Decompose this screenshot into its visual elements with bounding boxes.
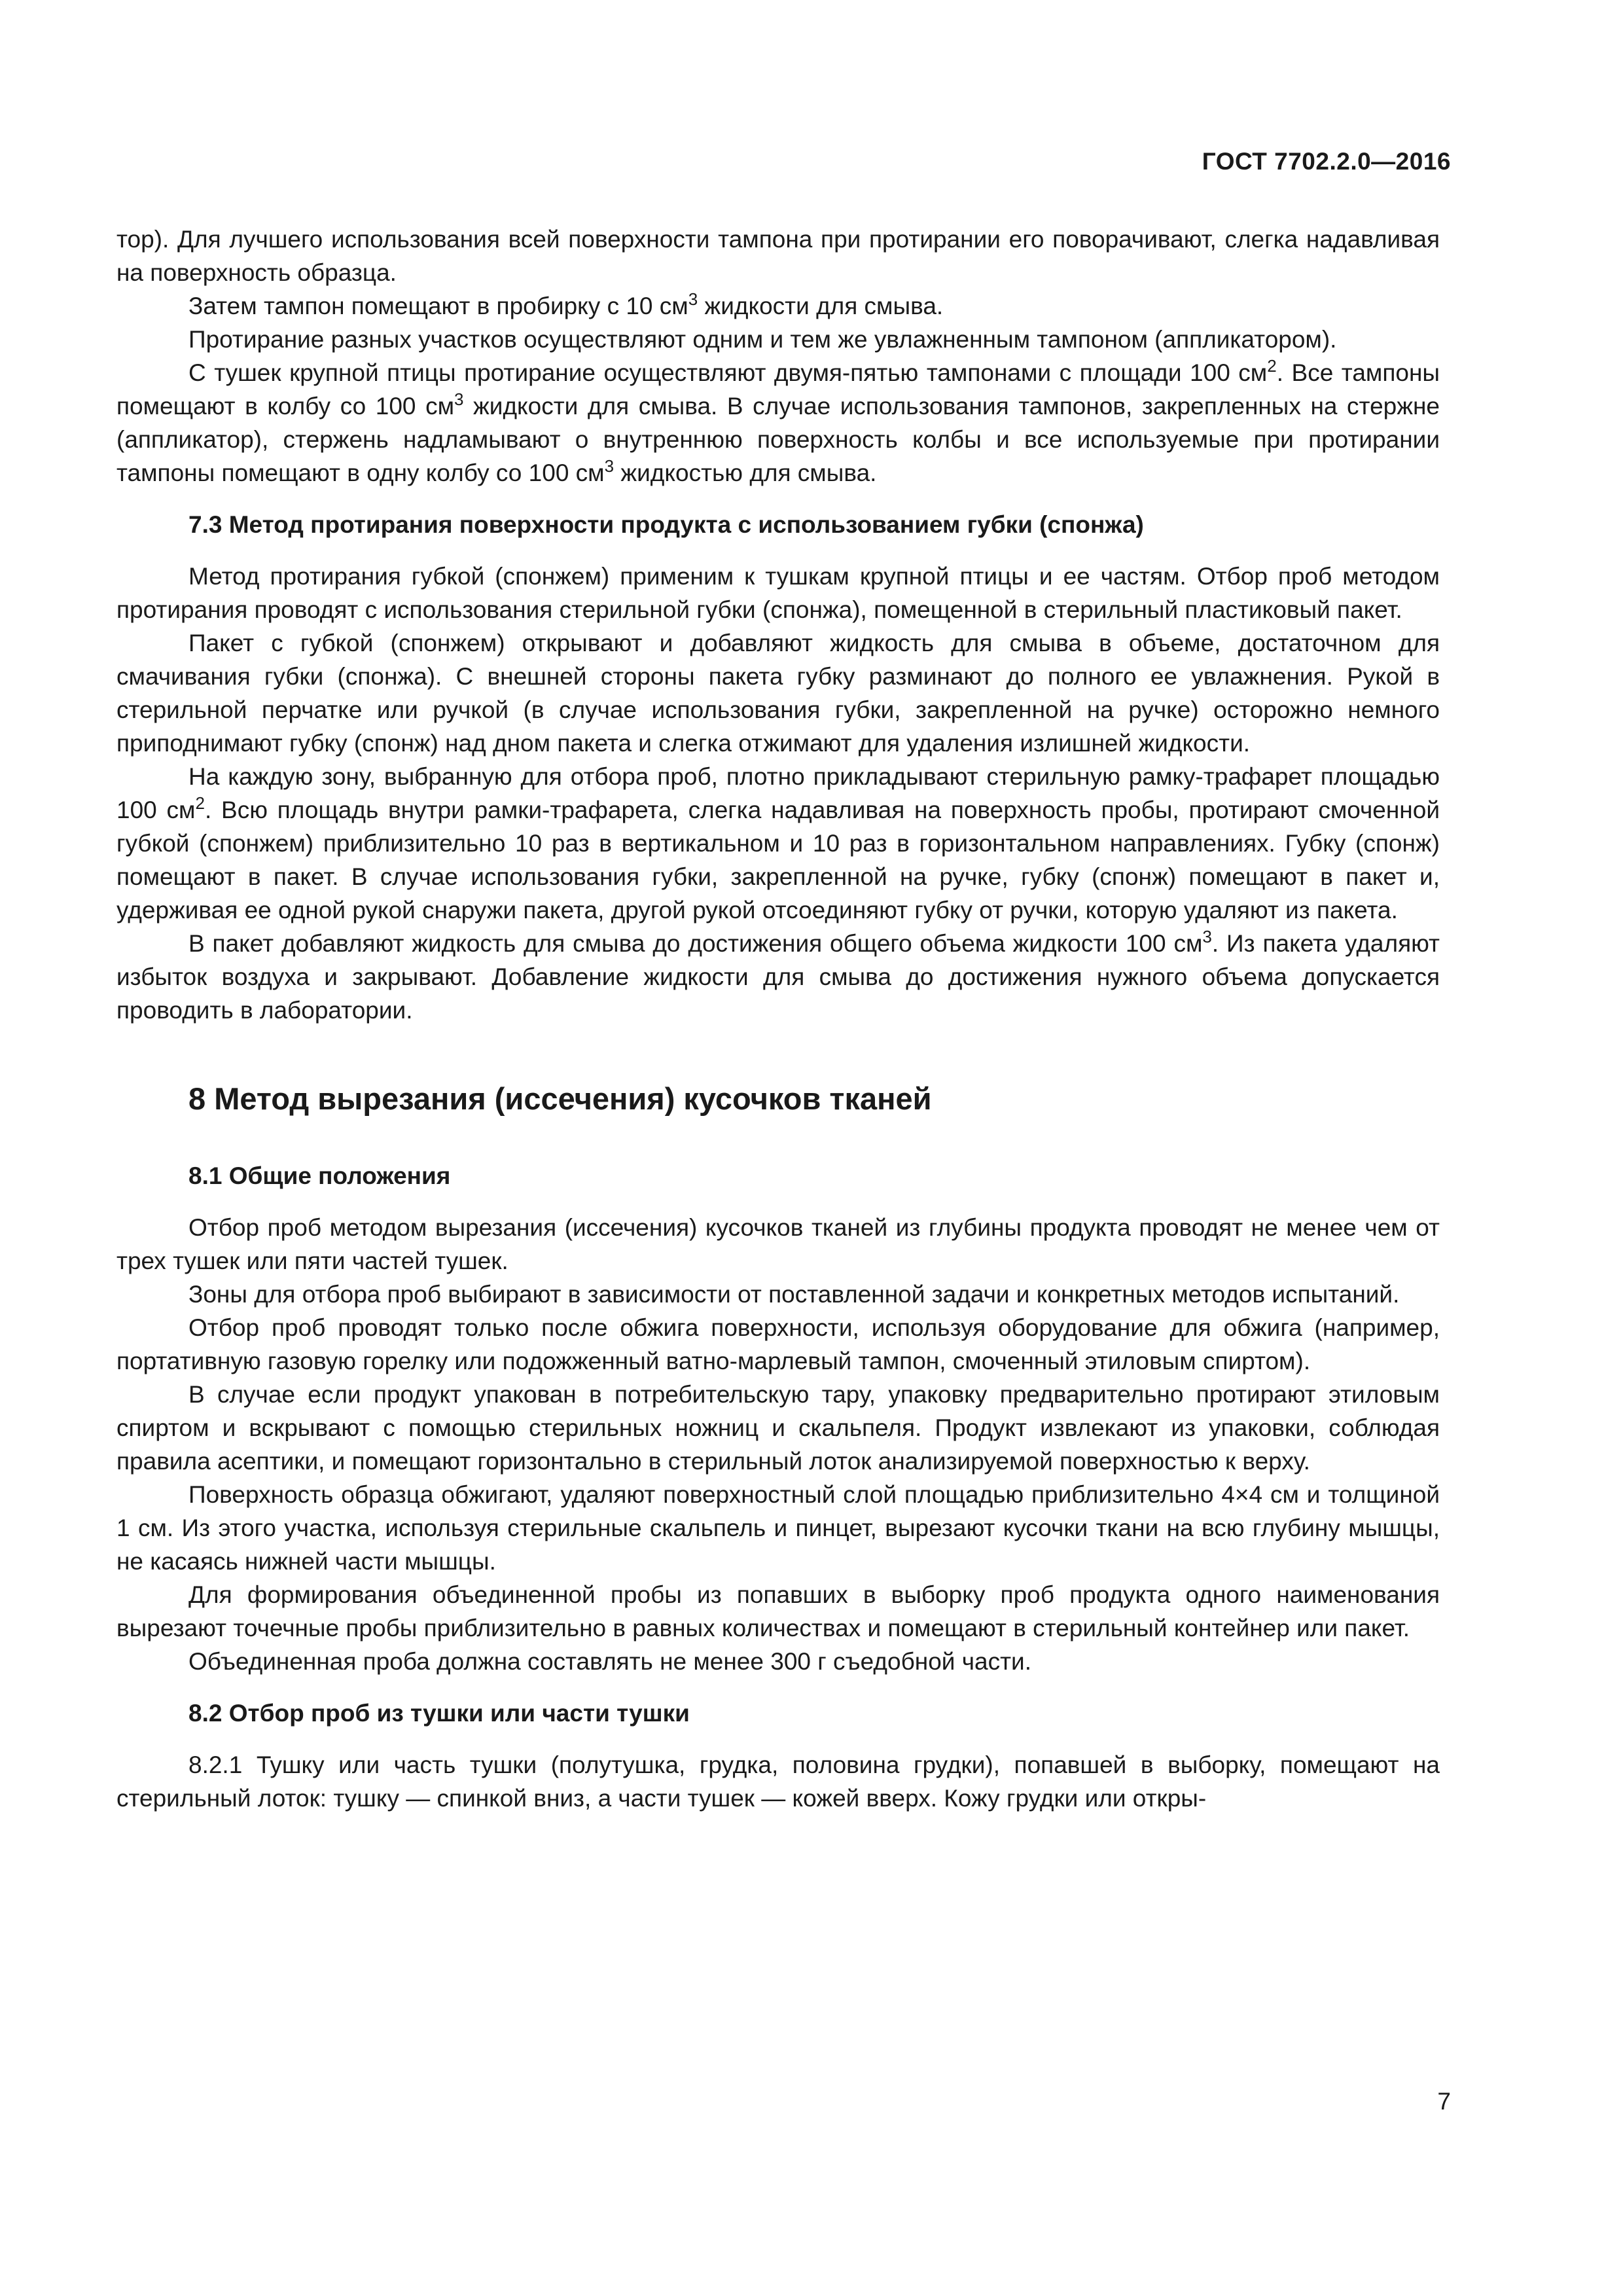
paragraph: Объединенная проба должна составлять не менее 300 г съедобной части.: [188, 1648, 1031, 1675]
paragraph: Для формирования объединенной пробы из попавших в выборку проб продукта одного наименования вырезают точечные пробы приблизительно в равных количествах и помещают в стерильный контейнер или пакет.: [116, 1581, 1440, 1641]
paragraph: Зоны для отбора проб выбирают в зависимости от поставленной задачи и конкретных методов испытаний.: [188, 1281, 1400, 1308]
section-heading-8-2: 8.2 Отбор проб из тушки или части тушки: [188, 1700, 690, 1727]
paragraph: В пакет добавляют жидкость для смыва до достижения общего объема жидкости 100 $см^3$. Из пакета удаляют избыток воздуха и закрывают. Добавление жидкости для смыва до достижения нужного объема допускается проводить в лаборатории.: [116, 927, 1440, 1024]
paragraph: Отбор проб проводят только после обжига поверхности, используя оборудование для обжига (например, портативную газовую горелку или подожженный ватно-марлевый тампон, смоченный этиловым спиртом).: [116, 1314, 1440, 1374]
section-heading-8: 8 Метод вырезания (иссечения) кусочков тканей: [188, 1081, 932, 1116]
paragraph: Метод протирания губкой (спонжем) применим к тушкам крупной птицы и ее частям. Отбор проб методом протирания проводят с использования стерильной губки (спонжа), помещенной в стерильный пластиковый пакет.: [116, 563, 1440, 623]
paragraph: Поверхность образца обжигают, удаляют поверхностный слой площадью приблизительно 4×4 см и толщиной 1 см. Из этого участка, используя стерильные скальпель и пинцет, вырезают кусочки ткани на всю глубину мышцы, не касаясь нижней части мышцы.: [116, 1481, 1440, 1575]
section-heading-7-3: 7.3 Метод протирания поверхности продукта с использованием губки (спонжа): [188, 511, 1144, 538]
page-number: 7: [1437, 2088, 1451, 2115]
paragraph: На каждую зону, выбранную для отбора проб, плотно прикладывают стерильную рамку-трафарет площадью 100 $см^2$. Всю площадь внутри рамки-трафарета, слегка надавливая на поверхность пробы, протирают смоченной губкой (спонжем) приблизительно 10 раз в вертикальном и 10 раз в горизонтальном направлениях. Губку (спонж) помещают в пакет. В случае использования губки, закрепленной на ручке, губку (спонж) помещают в пакет и, удерживая ее одной рукой снаружи пакета, другой рукой отсоединяют губку от ручки, которую удаляют из пакета.: [116, 763, 1440, 924]
document-header-id: ГОСТ 7702.2.0—2016: [1202, 148, 1451, 175]
paragraph: В случае если продукт упакован в потребительскую тару, упаковку предварительно протирают этиловым спиртом и вскрывают с помощью стерильных ножниц и скальпеля. Продукт извлекают из упаковки, соблюдая правила асептики, и помещают горизонтально в стерильный лоток анализируемой поверхностью к верху.: [116, 1381, 1440, 1475]
page-body: [116, 223, 1440, 1815]
paragraph: С тушек крупной птицы протирание осуществляют двумя-пятью тампонами с площади 100 $см^2$. Все тампоны помещают в колбу со 100 $см^3$ жидкости для смыва. В случае использования тампонов, закрепленных на стержне (аппликатор), стержень надламывают о внутреннюю поверхность колбы и все используемые при протирании тампоны помещают в одну колбу со 100 $см^3$ жидкостью для смыва.: [116, 356, 1440, 486]
paragraph: Затем тампон помещают в пробирку с 10 $см^3$ жидкости для смыва.: [188, 289, 944, 319]
section-heading-8-1: 8.1 Общие положения: [188, 1162, 451, 1189]
paragraph: Протирание разных участков осуществляют одним и тем же увлажненным тампоном (аппликатором).: [188, 326, 1337, 353]
paragraph: тор). Для лучшего использования всей поверхности тампона при протирании его поворачивают, слегка надавливая на поверхность образца.: [116, 226, 1440, 286]
paragraph: Отбор проб методом вырезания (иссечения) кусочков тканей из глубины продукта проводят не менее чем от трех тушек или пяти частей тушек.: [116, 1214, 1440, 1274]
paragraph: Пакет с губкой (спонжем) открывают и добавляют жидкость для смыва в объеме, достаточном для смачивания губки (спонжа). С внешней стороны пакета губку разминают до полного ее увлажнения. Рукой в стерильной перчатке или ручкой (в случае использования губки, закрепленной на ручке) осторожно немного приподнимают губку (спонж) над дном пакета и слегка отжимают для удаления излишней жидкости.: [116, 630, 1440, 757]
paragraph: 8.2.1 Тушку или часть тушки (полутушка, грудка, половина грудки), попавшей в выборку, помещают на стерильный лоток: тушку — спинкой вниз, а части тушек — кожей вверх. Кожу грудки или откры-: [116, 1751, 1440, 1812]
